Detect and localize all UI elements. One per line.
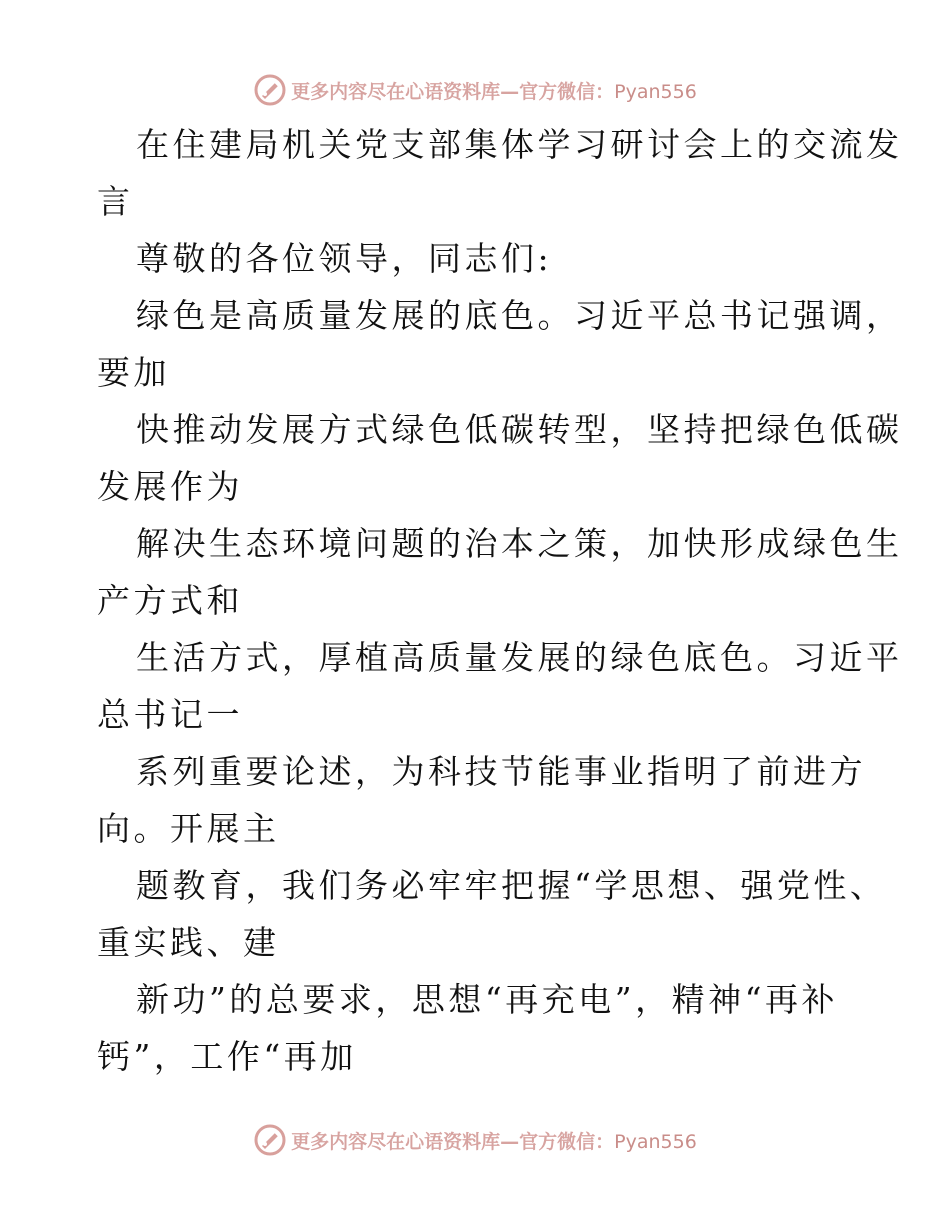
text-line: 快推动发展方式绿色低碳转型，坚持把绿色低碳 <box>136 410 903 449</box>
text-line: 产方式和 <box>97 581 243 620</box>
wechat-id: Pyan556 <box>614 1130 697 1153</box>
text-line: 解决生态环境问题的治本之策，加快形成绿色生 <box>136 524 903 563</box>
watermark-text: 更多内容尽在心语资料库—官方微信：Pyan556 <box>291 80 697 103</box>
text-line: 尊敬的各位领导，同志们: <box>136 239 553 278</box>
text-line: 重实践、建 <box>97 923 280 962</box>
text-line: 生活方式，厚植高质量发展的绿色底色。习近平 <box>136 638 903 677</box>
text-line: 言 <box>97 182 134 221</box>
text-line: 系列重要论述，为科技节能事业指明了前进方 <box>136 752 866 791</box>
header-watermark <box>0 70 950 110</box>
text-line: 发展作为 <box>97 467 243 506</box>
pen-logo-icon <box>253 1123 287 1157</box>
text-line: 钙”，工作“再加 <box>97 1037 357 1076</box>
text-line: 要加 <box>97 353 170 392</box>
text-line: 新功”的总要求，思想“再充电”，精神“再补 <box>136 980 838 1019</box>
text-line: 总书记一 <box>97 695 243 734</box>
footer-watermark <box>0 1120 950 1160</box>
text-line: 向。开展主 <box>97 809 280 848</box>
pen-logo-icon <box>253 73 287 107</box>
text-line: 题教育，我们务必牢牢把握“学思想、强党性、 <box>136 866 887 905</box>
text-line: 在住建局机关党支部集体学习研讨会上的交流发 <box>136 125 903 164</box>
wechat-id: Pyan556 <box>614 80 697 103</box>
text-line: 绿色是高质量发展的底色。习近平总书记强调， <box>136 296 903 335</box>
watermark-text: 更多内容尽在心语资料库—官方微信：Pyan556 <box>291 1130 697 1153</box>
